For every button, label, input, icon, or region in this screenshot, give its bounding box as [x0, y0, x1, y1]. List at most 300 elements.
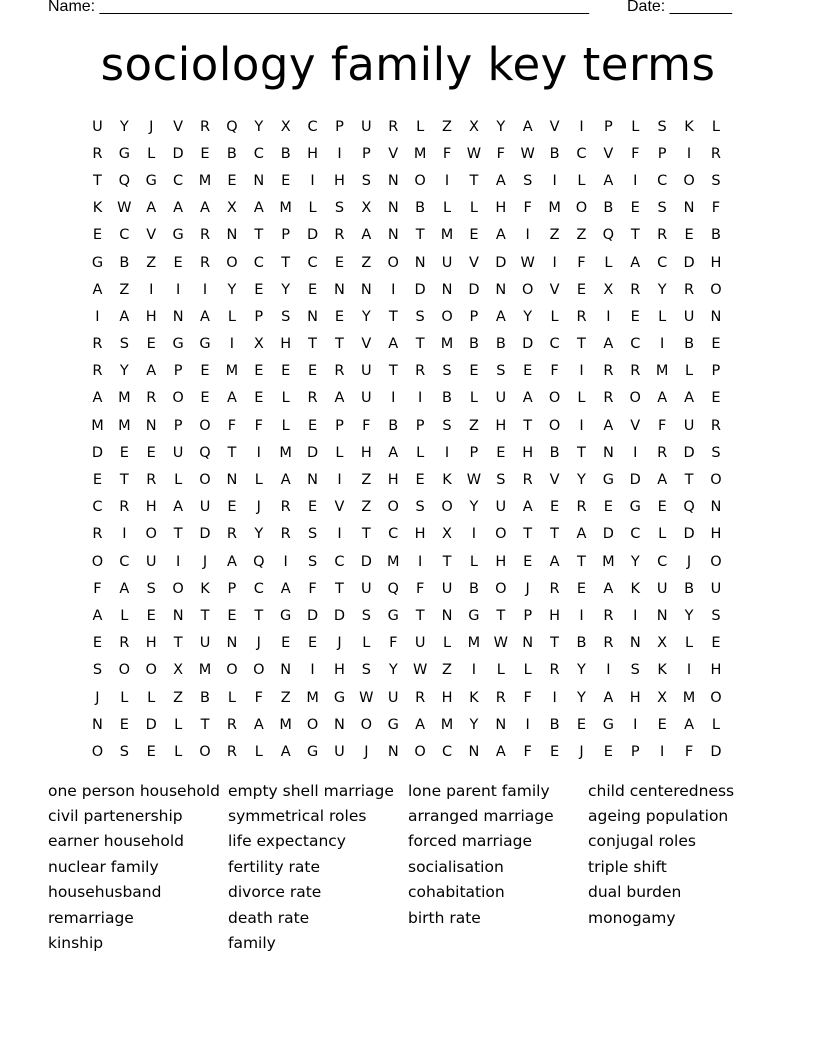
grid-letter: Y: [119, 363, 129, 380]
grid-letter: X: [361, 200, 372, 217]
grid-letter: B: [549, 145, 560, 162]
grid-letter: S: [442, 417, 452, 434]
grid-letter: M: [386, 553, 400, 570]
grid-letter: N: [387, 172, 399, 189]
grid-letter: Z: [361, 254, 372, 271]
grid-letter: S: [711, 607, 721, 624]
grid-letter: L: [254, 472, 263, 489]
grid-letter: D: [522, 336, 534, 353]
grid-letter: L: [147, 145, 156, 162]
grid-letter: L: [174, 743, 183, 760]
grid-letter: Q: [387, 580, 399, 597]
grid-letter: N: [307, 472, 318, 489]
grid-letter: M: [198, 172, 212, 189]
grid-letter: G: [333, 689, 346, 706]
grid-letter: R: [199, 227, 211, 244]
word-list-empty-slot: [588, 930, 768, 955]
grid-letter: I: [552, 172, 557, 189]
grid-letter: N: [226, 472, 238, 489]
grid-letter: L: [711, 716, 720, 733]
grid-letter: C: [549, 336, 560, 353]
grid-letter: N: [172, 308, 184, 325]
grid-letter: C: [388, 526, 399, 543]
grid-letter: N: [710, 308, 722, 325]
grid-letter: X: [657, 635, 668, 652]
grid-letter: H: [495, 417, 507, 434]
grid-letter: T: [227, 444, 237, 461]
grid-letter: T: [577, 444, 586, 461]
grid-letter: U: [683, 417, 695, 434]
grid-letter: T: [496, 607, 506, 624]
grid-letter: D: [602, 526, 614, 543]
grid-letter: N: [602, 444, 614, 461]
word-list-item: socialisation: [408, 857, 504, 876]
grid-letter: L: [469, 200, 478, 217]
grid-letter: V: [334, 499, 345, 516]
grid-letter: Y: [523, 308, 533, 325]
grid-letter: F: [550, 363, 559, 380]
grid-letter: E: [119, 444, 129, 461]
word-list-empty-slot: [408, 930, 588, 955]
grid-letter: H: [145, 499, 157, 516]
grid-letter: K: [200, 580, 210, 597]
grid-letter: N: [522, 635, 534, 652]
word-list-item: fertility rate: [228, 857, 321, 876]
grid-letter: E: [227, 172, 237, 189]
grid-letter: B: [388, 417, 399, 434]
grid-letter: T: [415, 336, 425, 353]
grid-letter: L: [416, 118, 425, 135]
grid-letter: V: [388, 145, 399, 162]
grid-letter: L: [631, 118, 640, 135]
grid-letter: E: [307, 499, 318, 516]
grid-letter: P: [361, 145, 371, 162]
grid-letter: U: [656, 580, 668, 597]
grid-letter: O: [548, 417, 561, 434]
grid-letter: R: [146, 472, 157, 489]
grid-letter: M: [440, 336, 454, 353]
grid-letter: E: [550, 743, 560, 760]
grid-letter: E: [281, 363, 291, 380]
grid-letter: S: [442, 363, 452, 380]
grid-letter: A: [280, 743, 291, 760]
grid-letter: I: [579, 417, 584, 434]
grid-letter: I: [525, 716, 530, 733]
grid-letter: O: [226, 662, 238, 679]
grid-letter: S: [630, 662, 640, 679]
grid-letter: J: [686, 553, 692, 570]
grid-letter: E: [254, 363, 264, 380]
grid-letter: H: [145, 308, 157, 325]
grid-letter: F: [227, 417, 237, 434]
grid-letter: T: [200, 607, 210, 624]
grid-letter: C: [119, 553, 130, 570]
grid-letter: G: [468, 607, 480, 624]
grid-letter: Y: [254, 118, 264, 135]
grid-letter: N: [629, 635, 641, 652]
grid-letter: V: [361, 336, 372, 353]
grid-letter: O: [414, 172, 426, 189]
grid-letter: L: [281, 390, 290, 407]
grid-letter: T: [550, 635, 560, 652]
grid-letter: A: [361, 227, 372, 244]
grid-letter: T: [577, 553, 586, 570]
grid-letter: N: [334, 281, 345, 298]
grid-letter: T: [254, 607, 264, 624]
grid-letter: X: [603, 281, 614, 298]
grid-letter: L: [577, 172, 586, 189]
grid-letter: U: [199, 635, 211, 652]
grid-letter: M: [413, 145, 427, 162]
grid-letter: R: [415, 363, 426, 380]
grid-letter: C: [173, 172, 184, 189]
grid-letter: E: [334, 308, 345, 325]
grid-letter: A: [253, 716, 264, 733]
grid-letter: Y: [119, 118, 129, 135]
grid-letter: E: [711, 336, 721, 353]
grid-letter: E: [576, 281, 587, 298]
grid-letter: A: [173, 200, 184, 217]
grid-letter: O: [710, 553, 722, 570]
grid-letter: R: [334, 227, 345, 244]
word-list-item: symmetrical roles: [228, 807, 367, 826]
grid-letter: F: [308, 580, 317, 597]
grid-letter: O: [710, 281, 722, 298]
grid-letter: A: [200, 200, 210, 217]
grid-letter: R: [684, 281, 695, 298]
grid-letter: T: [173, 635, 183, 652]
grid-letter: R: [415, 689, 426, 706]
grid-letter: I: [283, 553, 288, 570]
grid-letter: Z: [280, 689, 291, 706]
grid-letter: Z: [442, 662, 452, 679]
grid-letter: I: [417, 390, 423, 407]
grid-letter: E: [469, 227, 479, 244]
grid-letter: E: [307, 363, 318, 380]
grid-letter: E: [254, 390, 264, 407]
grid-letter: U: [361, 390, 372, 407]
grid-letter: R: [199, 254, 211, 271]
grid-letter: T: [335, 580, 344, 597]
grid-letter: V: [549, 281, 560, 298]
grid-letter: C: [630, 336, 641, 353]
grid-letter: D: [306, 227, 319, 244]
grid-letter: R: [388, 118, 399, 135]
grid-letter: U: [683, 308, 695, 325]
grid-letter: P: [173, 417, 183, 434]
grid-letter: O: [199, 417, 211, 434]
word-list-item: life expectancy: [228, 832, 346, 851]
grid-letter: Q: [683, 499, 695, 516]
grid-letter: A: [630, 254, 641, 271]
grid-letter: Y: [657, 281, 667, 298]
grid-letter: K: [92, 200, 103, 217]
grid-letter: B: [603, 200, 614, 217]
grid-letter: L: [604, 254, 613, 271]
grid-letter: T: [119, 472, 129, 489]
grid-letter: H: [710, 526, 722, 543]
grid-letter: U: [441, 254, 453, 271]
grid-letter: O: [710, 472, 722, 489]
grid-letter: F: [523, 743, 532, 760]
grid-letter: R: [92, 145, 103, 162]
grid-letter: O: [387, 499, 399, 516]
grid-letter: A: [253, 200, 264, 217]
grid-letter: I: [337, 526, 342, 543]
grid-letter: D: [629, 472, 641, 489]
grid-letter: K: [657, 662, 667, 679]
grid-letter: O: [629, 390, 641, 407]
grid-letter: U: [199, 499, 211, 516]
grid-letter: S: [711, 444, 721, 461]
grid-letter: Y: [281, 281, 291, 298]
grid-letter: E: [146, 607, 156, 624]
grid-letter: F: [684, 743, 694, 760]
grid-letter: T: [173, 526, 183, 543]
grid-letter: Y: [684, 607, 694, 624]
grid-letter: I: [337, 472, 342, 489]
grid-letter: I: [525, 227, 530, 244]
grid-letter: R: [280, 526, 291, 543]
grid-letter: P: [335, 118, 344, 135]
grid-letter: Z: [549, 227, 560, 244]
grid-letter: R: [119, 635, 130, 652]
grid-letter: R: [119, 499, 130, 516]
grid-letter: L: [147, 689, 156, 706]
grid-letter: P: [603, 118, 613, 135]
grid-letter: E: [603, 499, 613, 516]
grid-letter: O: [495, 526, 507, 543]
grid-letter: C: [334, 553, 345, 570]
grid-letter: A: [603, 689, 614, 706]
grid-letter: A: [92, 281, 103, 298]
grid-letter: H: [145, 635, 157, 652]
grid-letter: S: [415, 308, 425, 325]
word-list-item: earner household: [48, 832, 184, 851]
grid-letter: T: [361, 526, 371, 543]
grid-letter: M: [655, 363, 669, 380]
word-list-item: arranged marriage: [408, 807, 554, 826]
grid-letter: E: [146, 743, 156, 760]
grid-letter: I: [660, 743, 665, 760]
grid-letter: E: [92, 227, 103, 244]
grid-letter: B: [468, 336, 479, 353]
grid-letter: Y: [577, 472, 586, 489]
grid-letter: L: [227, 308, 236, 325]
grid-letter: C: [657, 172, 668, 189]
grid-letter: T: [415, 227, 425, 244]
grid-letter: T: [684, 472, 694, 489]
grid-letter: H: [495, 553, 507, 570]
grid-letter: R: [92, 363, 103, 380]
grid-letter: A: [603, 172, 614, 189]
grid-letter: U: [387, 689, 399, 706]
grid-letter: K: [442, 472, 452, 489]
grid-letter: H: [710, 254, 722, 271]
word-list-item: cohabitation: [408, 883, 505, 902]
grid-letter: N: [360, 281, 372, 298]
grid-letter: V: [549, 118, 560, 135]
grid-letter: B: [468, 580, 479, 597]
grid-letter: P: [415, 417, 425, 434]
grid-letter: F: [711, 200, 721, 217]
grid-letter: P: [657, 145, 667, 162]
grid-letter: B: [549, 716, 560, 733]
grid-letter: E: [657, 499, 667, 516]
grid-letter: N: [683, 200, 695, 217]
grid-letter: X: [253, 336, 264, 353]
grid-letter: R: [603, 363, 614, 380]
grid-letter: I: [606, 308, 611, 325]
grid-letter: O: [172, 580, 184, 597]
word-list-item: family: [228, 934, 276, 953]
grid-letter: U: [361, 118, 372, 135]
grid-letter: J: [202, 553, 208, 570]
grid-letter: R: [603, 390, 614, 407]
grid-letter: U: [334, 743, 345, 760]
grid-letter: I: [122, 526, 127, 543]
grid-letter: P: [523, 607, 533, 624]
grid-letter: N: [280, 662, 292, 679]
grid-letter: G: [387, 716, 399, 733]
grid-letter: L: [442, 200, 452, 217]
grid-letter: B: [710, 227, 721, 244]
grid-letter: Y: [630, 553, 640, 570]
grid-letter: T: [388, 308, 398, 325]
grid-letter: N: [387, 743, 399, 760]
grid-letter: E: [550, 499, 560, 516]
grid-letter: L: [335, 444, 344, 461]
grid-letter: L: [174, 716, 183, 733]
grid-letter: N: [387, 227, 399, 244]
grid-letter: A: [334, 390, 345, 407]
grid-letter: J: [579, 743, 584, 760]
grid-letter: X: [442, 526, 452, 543]
word-list-item: househusband: [48, 883, 162, 902]
grid-letter: I: [175, 553, 181, 570]
grid-letter: M: [440, 227, 454, 244]
grid-letter: I: [660, 336, 665, 353]
word-list-item: lone parent family: [408, 781, 550, 800]
grid-letter: S: [334, 200, 345, 217]
grid-letter: A: [146, 200, 157, 217]
grid-letter: L: [120, 689, 129, 706]
grid-letter: R: [280, 499, 291, 516]
grid-letter: F: [496, 145, 505, 162]
grid-letter: G: [602, 472, 614, 489]
header-line: [48, 0, 748, 20]
grid-letter: E: [200, 363, 210, 380]
grid-letter: P: [173, 363, 183, 380]
grid-letter: M: [548, 200, 561, 217]
grid-letter: N: [495, 716, 507, 733]
grid-letter: T: [442, 553, 452, 570]
grid-letter: I: [229, 336, 235, 353]
grid-letter: H: [387, 472, 399, 489]
grid-letter: C: [253, 254, 264, 271]
grid-letter: Z: [173, 689, 184, 706]
word-list-item: nuclear family: [48, 857, 159, 876]
letter-grid: [84, 113, 729, 766]
grid-letter: O: [360, 716, 373, 733]
grid-letter: R: [92, 336, 103, 353]
grid-letter: J: [256, 499, 261, 516]
grid-letter: A: [549, 553, 560, 570]
grid-letter: U: [92, 118, 103, 135]
grid-letter: F: [523, 200, 532, 217]
grid-letter: C: [657, 254, 668, 271]
grid-letter: Y: [496, 118, 506, 135]
grid-letter: A: [495, 172, 506, 189]
grid-letter: U: [441, 580, 453, 597]
grid-letter: L: [684, 363, 694, 380]
word-list-item: divorce rate: [228, 883, 322, 902]
grid-letter: N: [710, 499, 722, 516]
grid-letter: T: [523, 417, 533, 434]
grid-letter: R: [549, 662, 560, 679]
grid-letter: B: [684, 336, 695, 353]
grid-letter: G: [387, 607, 399, 624]
grid-letter: C: [441, 743, 453, 760]
grid-letter: L: [711, 118, 720, 135]
grid-letter: O: [548, 390, 561, 407]
grid-letter: R: [307, 390, 318, 407]
word-list-item: one person household: [48, 781, 221, 800]
grid-letter: A: [92, 390, 103, 407]
grid-letter: A: [657, 390, 668, 407]
grid-letter: N: [145, 417, 157, 434]
grid-letter: L: [254, 743, 263, 760]
word-list-item: kinship: [48, 934, 104, 953]
grid-letter: Y: [577, 662, 586, 679]
grid-letter: I: [579, 363, 584, 380]
grid-letter: P: [335, 417, 344, 434]
grid-letter: X: [280, 118, 291, 135]
grid-letter: D: [683, 444, 695, 461]
grid-letter: S: [307, 553, 318, 570]
grid-letter: D: [333, 607, 346, 624]
grid-letter: H: [360, 444, 372, 461]
grid-letter: E: [334, 254, 345, 271]
grid-letter: B: [226, 145, 237, 162]
grid-letter: I: [337, 145, 342, 162]
grid-letter: O: [145, 526, 157, 543]
grid-letter: H: [629, 689, 641, 706]
grid-letter: H: [334, 172, 345, 189]
page-title: sociology family key terms: [100, 38, 716, 91]
grid-letter: A: [226, 390, 237, 407]
grid-letter: L: [174, 472, 183, 489]
grid-letter: A: [684, 390, 694, 407]
grid-letter: B: [280, 145, 291, 162]
grid-letter: T: [577, 336, 586, 353]
grid-letter: S: [415, 499, 425, 516]
grid-letter: H: [549, 607, 561, 624]
grid-letter: I: [633, 716, 638, 733]
grid-letter: L: [227, 689, 236, 706]
word-list-item: death rate: [228, 908, 310, 927]
grid-letter: E: [657, 716, 667, 733]
grid-letter: M: [198, 662, 212, 679]
grid-letter: E: [523, 553, 533, 570]
grid-letter: I: [579, 118, 584, 135]
grid-letter: R: [334, 363, 345, 380]
grid-letter: X: [468, 118, 479, 135]
grid-letter: P: [469, 308, 479, 325]
grid-letter: U: [361, 363, 372, 380]
grid-letter: L: [362, 635, 371, 652]
grid-letter: I: [471, 662, 477, 679]
